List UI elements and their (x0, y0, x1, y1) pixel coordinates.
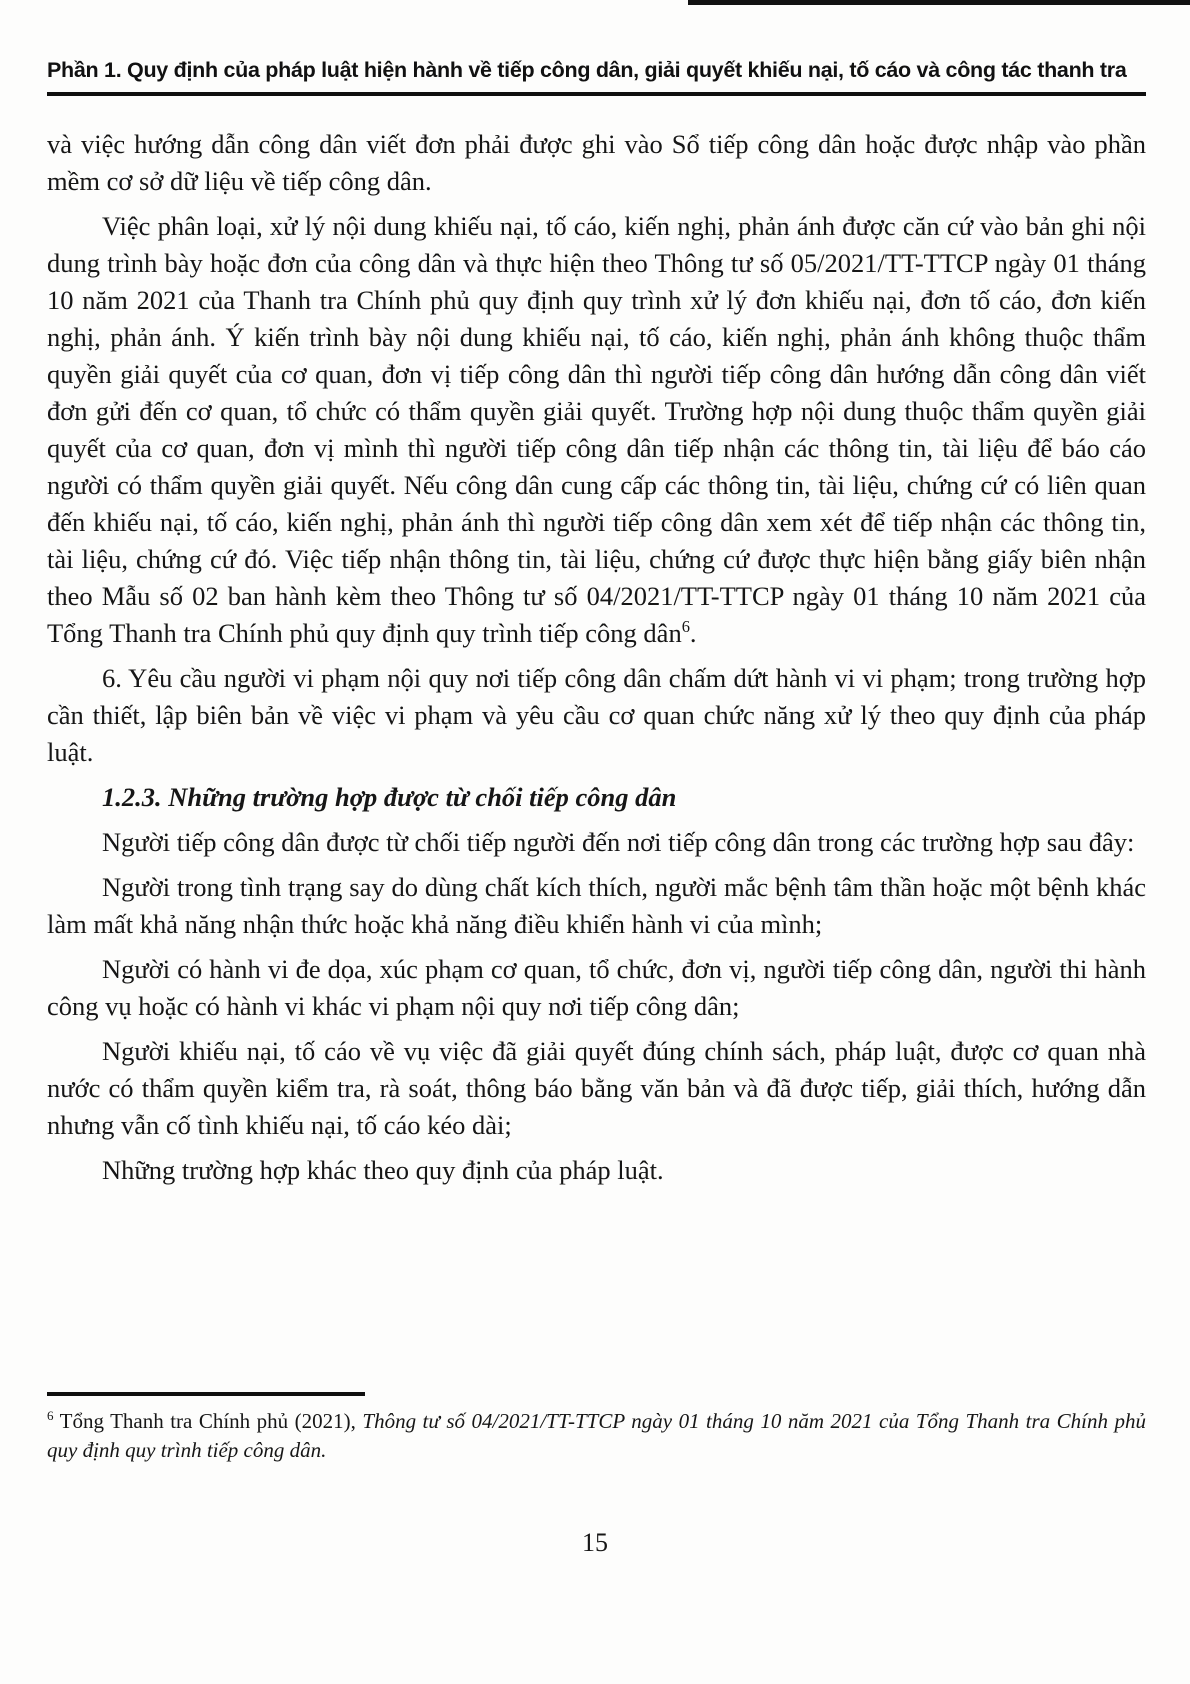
paragraph-item-6: 6. Yêu cầu người vi phạm nội quy nơi tiếp công dân chấm dứt hành vi vi phạm; trong trường hợp cần thiết, lập biên bản về việc vi phạm và yêu cầu cơ quan chức năng xử lý theo quy định của pháp luật. (47, 663, 1146, 767)
page-header (47, 58, 1146, 96)
paragraph-text-end: . (689, 618, 697, 648)
paragraph-case-1: Người trong tình trạng say do dùng chất kích thích, người mắc bệnh tâm thần hoặc một bệnh khác làm mất khả năng nhận thức hoặc khả năng điều khiển hành vi của mình; (47, 872, 1146, 939)
section-heading-1-2-3: 1.2.3. Những trường hợp được từ chối tiếp công dân (102, 782, 677, 812)
header-rule (47, 92, 1146, 96)
footnote-rule (47, 1392, 365, 1396)
paragraph-continuation: và việc hướng dẫn công dân viết đơn phải được ghi vào Sổ tiếp công dân hoặc được nhập vào phần mềm cơ sở dữ liệu về tiếp công dân. (47, 129, 1146, 196)
footnote-marker: 6 (47, 1408, 54, 1423)
footnote-title-italic: Thông tư số 04/2021/TT-TTCP ngày 01 tháng 10 năm 2021 của Tổng Thanh tra Chính phủ quy định quy trình tiếp công dân. (47, 1409, 1146, 1462)
paragraph-text: Việc phân loại, xử lý nội dung khiếu nại, tố cáo, kiến nghị, phản ánh được căn cứ vào bản ghi nội dung trình bày hoặc đơn của công dân và thực hiện theo Thông tư số 05/2021/TT-TTCP ngày 01 tháng 10 năm 2021 của Thanh tra Chính phủ quy định quy trình xử lý đơn khiếu nại, đơn tố cáo, đơn kiến nghị, phản ánh. Ý kiến trình bày nội dung khiếu nại, tố cáo, kiến nghị, phản ánh không thuộc thẩm quyền giải quyết của cơ quan, đơn vị tiếp công dân thì người tiếp công dân hướng dẫn công dân viết đơn gửi đến cơ quan, tổ chức có thẩm quyền giải quyết. Trường hợp nội dung thuộc thẩm quyền giải quyết của cơ quan, đơn vị mình thì người tiếp công dân tiếp nhận các thông tin, tài liệu để báo cáo người có thẩm quyền giải quyết. Nếu công dân cung cấp các thông tin, tài liệu, chứng cứ có liên quan đến khiếu nại, tố cáo, kiến nghị, phản ánh thì người tiếp công dân xem xét để tiếp nhận các thông tin, tài liệu, chứng cứ đó. Việc tiếp nhận thông tin, tài liệu, chứng cứ được thực hiện bằng giấy biên nhận theo Mẫu số 02 ban hành kèm theo Thông tư số 04/2021/TT-TTCP ngày 01 tháng 10 năm 2021 của Tổng Thanh tra Chính phủ quy định quy trình tiếp công dân (47, 211, 1146, 648)
running-header: Phần 1. Quy định của pháp luật hiện hành về tiếp công dân, giải quyết khiếu nại, tố cáo và công tác thanh tra (47, 58, 1127, 82)
document-body (47, 126, 1146, 1197)
paragraph-case-2: Người có hành vi đe dọa, xúc phạm cơ quan, tổ chức, đơn vị, người tiếp công dân, người thi hành công vụ hoặc có hành vi khác vi phạm nội quy nơi tiếp công dân; (47, 954, 1146, 1021)
paragraph-refusal-intro: Người tiếp công dân được từ chối tiếp người đến nơi tiếp công dân trong các trường hợp sau đây: (102, 827, 1135, 857)
page-number: 15 (582, 1528, 608, 1557)
paragraph-case-3: Người khiếu nại, tố cáo về vụ việc đã giải quyết đúng chính sách, pháp luật, được cơ quan nhà nước có thẩm quyền kiểm tra, rà soát, thông báo bằng văn bản và đã được tiếp, giải thích, hướng dẫn nhưng vẫn cố tình khiếu nại, tố cáo kéo dài; (47, 1036, 1146, 1140)
footnote-reference: 6 (681, 617, 690, 637)
paragraph-other-cases: Những trường hợp khác theo quy định của pháp luật. (102, 1155, 664, 1185)
scan-artifact-line (688, 0, 1190, 5)
footnote-text: Tổng Thanh tra Chính phủ (2021), (53, 1409, 363, 1433)
footnote (47, 1407, 1146, 1465)
page-footer (47, 1392, 1146, 1465)
paragraph-classification (47, 208, 1146, 652)
